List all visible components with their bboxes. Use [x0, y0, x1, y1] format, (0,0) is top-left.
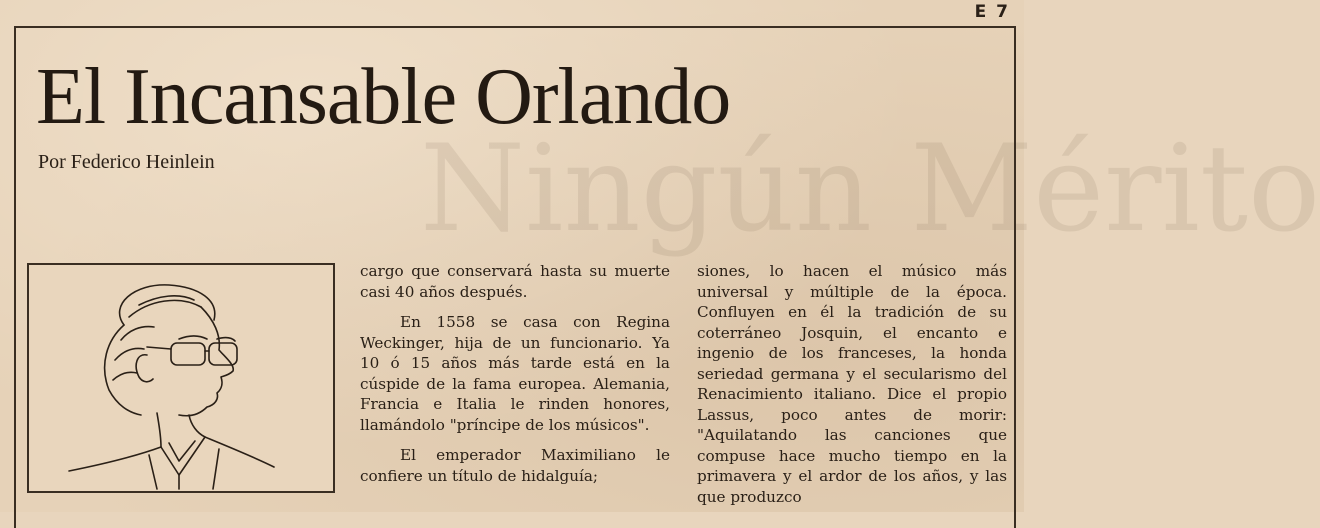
page-number: E 7 [974, 2, 1010, 22]
bleed-through-text: Ningún Mérito [420, 120, 1320, 259]
portrait-sketch-drawing [29, 265, 333, 491]
paragraph: En 1558 se casa con Regina Weckinger, hija de un funcionario. Ya 10 ó 15 años más tarde está en la cúspide de la fama europea. Alemania, Francia e Italia le rinden honores, llamándolo "príncipe de los músicos". [360, 313, 670, 434]
article-column-2 [360, 261, 670, 486]
headline: El Incansable Orlando [36, 53, 731, 141]
paragraph: cargo que conservará hasta su muerte casi 40 años después. [360, 262, 670, 301]
paragraph: siones, lo hacen el músico más universal y múltiple de la época. Confluyen en él la tradición de su coterráneo Josquin, el encanto e ingenio de los franceses, la honda seriedad germana y el secularismo del Renacimiento italiano. Dice el propio Lassus, poco antes de morir: "Aquilatando las canciones que compuse hace mucho tiempo en la primavera y el ardor de los años, y las que produzco [697, 262, 1007, 506]
byline: Por Federico Heinlein [38, 151, 215, 173]
article-column-3 [697, 261, 1007, 507]
portrait-illustration [27, 263, 335, 493]
paragraph: El emperador Maximiliano le confiere un título de hidalguía; [360, 446, 670, 485]
